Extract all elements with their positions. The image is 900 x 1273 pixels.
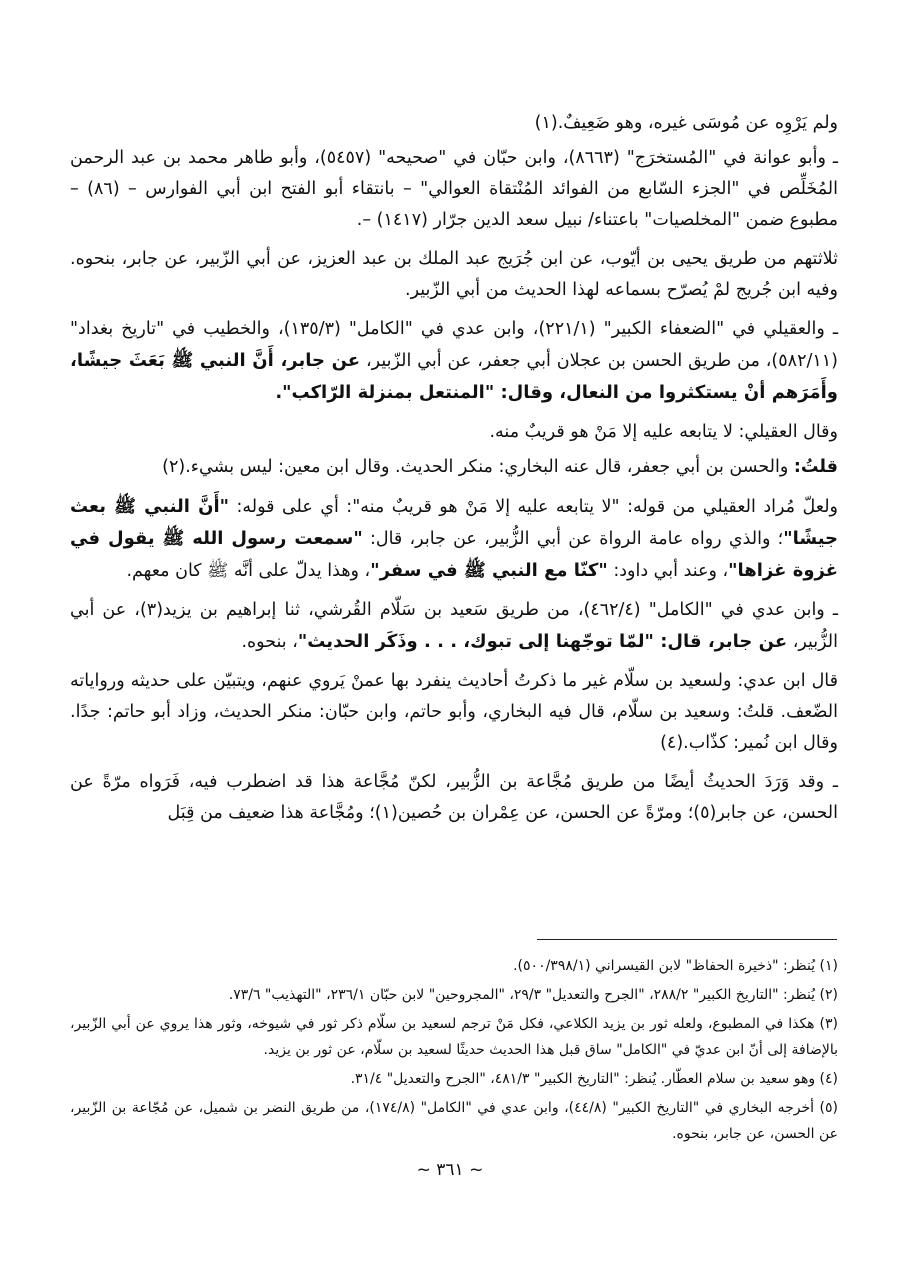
hadith-text-1: عن جابر، أَنَّ النبي ﷺ بَعَثَ جيشًا، وأَمَرَهم أنْ يستكثروا من النعال، وقال: "المنتعل بمنزلة الرّاكب". [70, 350, 838, 403]
paragraph-10: ـ وقد وَرَدَ الحديثُ أيضًا من طريق مُجَّاعة بن الزُّبير، لكنّ مُجَّاعة هذا قد اضطرب فيه، فَرَواه مرّةً عن الحسن، عن جابر(٥)؛ ومرّةً عن الحسن، عن عِمْران بن حُصين(١)؛ ومُجَّاعة هذا ضعيف من قِبَل [70, 772, 838, 823]
paragraph-4-text: ـ والعقيلي في "الضعفاء الكبير" (٢٢١/١)، وابن عدي في "الكامل" (١٣٥/٣)، والخطيب في "تاريخ بغداد" (٥٨٢/١١)، من طريق الحسن بن عجلان أبي جعفر، عن أبي الزّبير، [70, 319, 838, 371]
paragraph-5: وقال العقيلي: لا يتابعه عليه إلا مَنْ هو قريبٌ منه. [489, 422, 838, 442]
paragraph-7-text-d: ، وهذا يدلّ على أنَّه ﷺ كان معهم. [126, 561, 371, 581]
footnote-4: (٤) وهو سعيد بن سلام العطّار. يُنظر: "التاريخ الكبير" ٤٨١/٣، "الجرح والتعديل" ٣١/٤. [350, 1071, 838, 1087]
footnote-separator [537, 939, 837, 940]
paragraph-8 [70, 595, 838, 658]
qultu-label: قلتُ: [793, 457, 838, 477]
footnote-2: (٢) يُنظر: "التاريخ الكبير" ٢٨٨/٢، "الجرح والتعديل" ٢٩/٣، "المجروحين" لابن حبّان ٢٣٦/١، "التهذيب" ٧٣/٦. [228, 987, 838, 1003]
hadith-text-5: عن جابر، قال: "لمّا توجّهنا إلى تبوك، . . . وذَكَر الحديث" [297, 631, 788, 652]
paragraph-4 [70, 314, 838, 409]
page-number: ~ ٣٦١ ~ [416, 1160, 484, 1180]
paragraph-7-text-b: ؛ والذي رواه عامة الرواة عن أبي الزُّبير، عن جابر، قال: [362, 529, 784, 549]
hadith-text-2: "أَنَّ النبي ﷺ بعث جيشًا" [70, 496, 839, 549]
paragraph-6 [70, 452, 838, 483]
hadith-text-3: "سمعت رسول الله ﷺ يقول في غزوة غزاها" [70, 528, 838, 581]
paragraph-2: ـ وأبو عوانة في "المُستخرَج" (٨٦٦٣)، وابن حبّان في "صحيحه" (٥٤٥٧)، وأبو طاهر محمد بن عبد الرحمن المُخَلِّص في "الجزء السّابع من الفوائد المُنْتقاة العوالي" – بانتقاء أبو الفتح ابن أبي الفوارس – (٨٦) – مطبوع ضمن "المخلصيات" باعتناء/ نبيل سعد الدين جرّار (١٤١٧) –. [70, 148, 839, 230]
paragraph-8-end: ، بنحوه. [241, 632, 298, 652]
paragraph-9: قال ابن عدي: ولسعيد بن سلّام غير ما ذكرتُ أحاديث ينفرد بها عمنْ يَروي عنهم، ويتبيّن على حديثه ورواياته الضّعف. قلتُ: وسعيد بن سلّام، قال فيه البخاري، وأبو حاتم، وابن حبّان: منكر الحديث، وزاد أبو حاتم: جدًا. وقال ابن نُمير: كذّاب.(٤) [70, 671, 838, 753]
paragraph-6-text: والحسن بن أبي جعفر، قال عنه البخاري: منكر الحديث. وقال ابن معين: ليس بشيء.(٢) [162, 457, 794, 477]
paragraph-1: ولم يَرْوِه عن مُوسَى غيره، وهو ضَعِيفٌ.(١) [534, 113, 838, 133]
paragraph-7-text-c: ، وعند أبي داود: [607, 561, 729, 581]
paragraph-7 [70, 491, 838, 587]
paragraph-3: ثلاثتهم من طريق يحيى بن أيّوب، عن ابن جُرَيج عبد الملك بن عبد العزيز، عن أبي الزّبير، عن جابر، بنحوه. وفيه ابن جُريج لمْ يُصرّح بسماعه لهذا الحديث من أبي الزّبير. [70, 249, 838, 300]
main-text [70, 108, 838, 837]
paragraph-7-text-a: ولعلّ مُراد العقيلي من قوله: "لا يتابعه عليه إلا مَنْ هو قريبٌ منه": أي على قوله: [229, 497, 838, 517]
footnote-5: (٥) أخرجه البخاري في "التاريخ الكبير" (٤٤/٨)، وابن عدي في "الكامل" (١٧٤/٨)، من طريق النضر بن شميل، عن مُجّاعة بن الزّبير، عن الحسن، عن جابر، بنحوه. [70, 1100, 838, 1142]
footnotes [70, 953, 838, 1150]
hadith-text-4: "كنّا مع النبي ﷺ في سفر" [370, 560, 608, 581]
paragraph-8-text: ـ وابن عدي في "الكامل" (٤٦٢/٤)، من طريق سَعيد بن سَلّام القُرشي، ثنا إبراهيم بن يزيد(٣)، عن أبي الزُّبير، [70, 600, 838, 652]
footnote-3: (٣) هكذا في المطبوع، ولعله ثور بن يزيد الكلاعي، فكل مَنْ ترجم لسعيد بن سلّام ذكر ثور في شيوخه، وثور هذا يروي عن أبي الزّبير، بالإضافة إلى أنّ ابن عديّ في "الكامل" ساق قبل هذا الحديث حديثًا لسعيد بن سلّام، عن ثور بن يزيد. [70, 1016, 838, 1058]
footnote-1: (١) يُنظر: "ذخيرة الحفاظ" لابن القيسراني (٥٠٠/٣٩٨/١). [513, 958, 838, 974]
